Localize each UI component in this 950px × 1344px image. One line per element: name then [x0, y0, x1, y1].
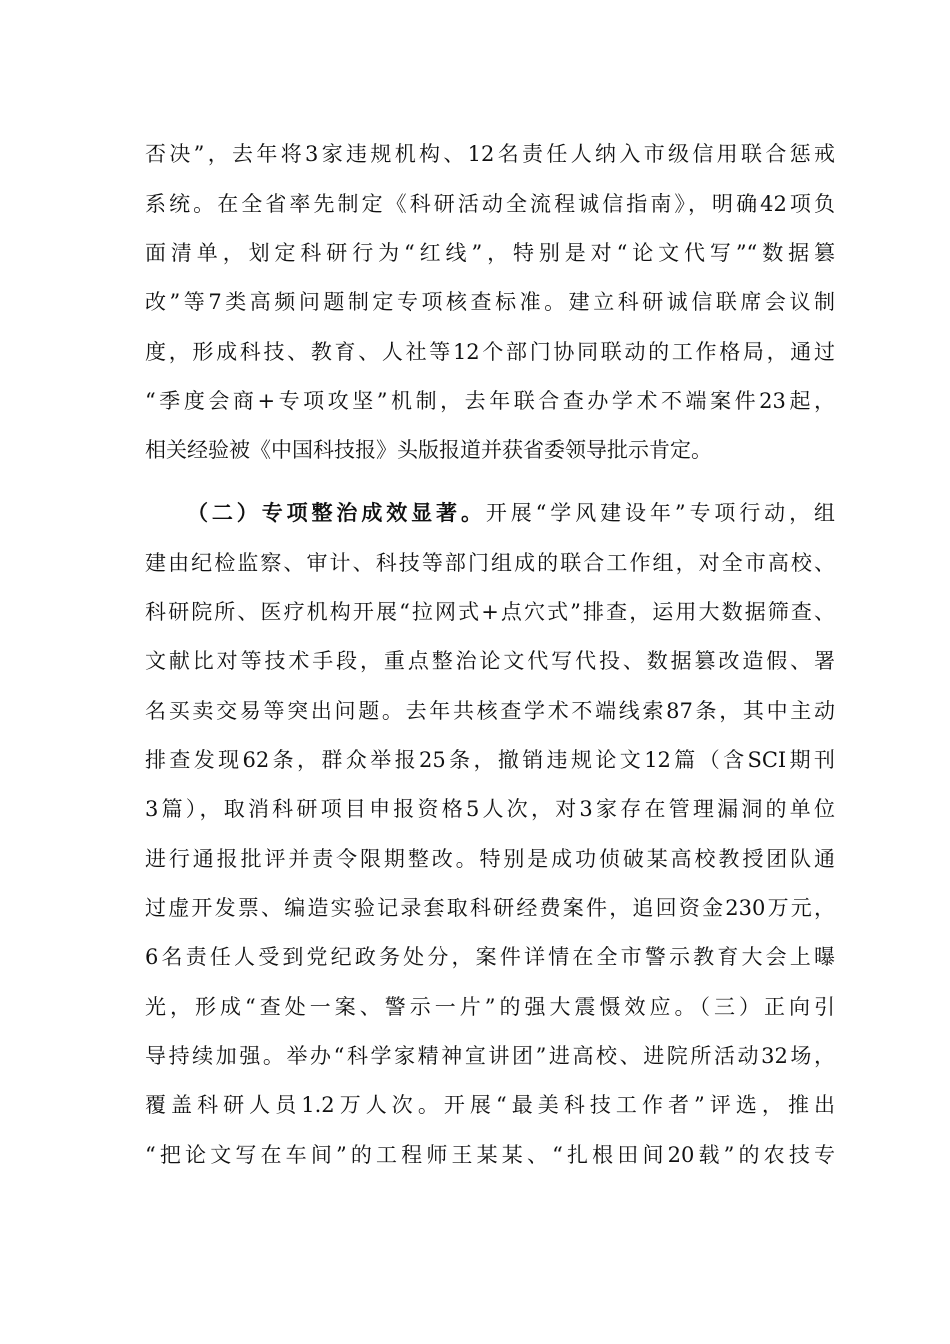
text-line: 度，形成科技、教育、人社等12个部门协同联动的工作格局，通过	[145, 340, 835, 364]
text-line: 文献比对等技术手段，重点整治论文代写代投、数据篡改造假、署	[145, 649, 835, 673]
paragraph-first-line	[187, 493, 835, 533]
text-line: 过虚开发票、编造实验记录套取科研经费案件，追回资金230万元，	[145, 896, 835, 920]
text-line: “季度会商+专项攻坚”机制，去年联合查办学术不端案件23起，	[145, 389, 835, 413]
text-line: 3篇），取消科研项目申报资格5人次，对3家存在管理漏洞的单位	[145, 797, 835, 821]
text-line: 系统。在全省率先制定《科研活动全流程诚信指南》，明确42项负	[145, 192, 835, 216]
text-line: 导持续加强。举办“科学家精神宣讲团”进高校、进院所活动32场，	[145, 1044, 835, 1068]
text-line: 改”等7类高频问题制定专项核查标准。建立科研诚信联席会议制	[145, 290, 835, 314]
text-span: 开展“学风建设年”专项行动，组	[485, 501, 835, 525]
text-line: 相关经验被《中国科技报》头版报道并获省委领导批示肯定。	[145, 438, 712, 462]
text-line: 面清单，划定科研行为“红线”，特别是对“论文代写”“数据篡	[145, 241, 835, 265]
text-line: 科研院所、医疗机构开展“拉网式+点穴式”排查，运用大数据筛查、	[145, 600, 835, 624]
text-line: 排查发现62条，群众举报25条，撤销违规论文12篇（含SCI期刊	[145, 748, 835, 772]
text-line: 6名责任人受到党纪政务处分，案件详情在全市警示教育大会上曝	[145, 945, 835, 969]
text-line: “把论文写在车间”的工程师王某某、“扎根田间20载”的农技专	[145, 1143, 835, 1167]
text-line: 否决”，去年将3家违规机构、12名责任人纳入市级信用联合惩戒	[145, 142, 835, 166]
section-heading: （二）专项整治成效显著。	[187, 500, 486, 525]
text-line: 进行通报批评并责令限期整改。特别是成功侦破某高校教授团队通	[145, 847, 835, 871]
text-line: 名买卖交易等突出问题。去年共核查学术不端线索87条，其中主动	[145, 699, 835, 723]
text-line: 光，形成“查处一案、警示一片”的强大震慑效应。（三）正向引	[145, 995, 835, 1019]
text-line: 覆盖科研人员1.2万人次。开展“最美科技工作者”评选，推出	[145, 1093, 835, 1117]
text-line: 建由纪检监察、审计、科技等部门组成的联合工作组，对全市高校、	[145, 551, 835, 575]
